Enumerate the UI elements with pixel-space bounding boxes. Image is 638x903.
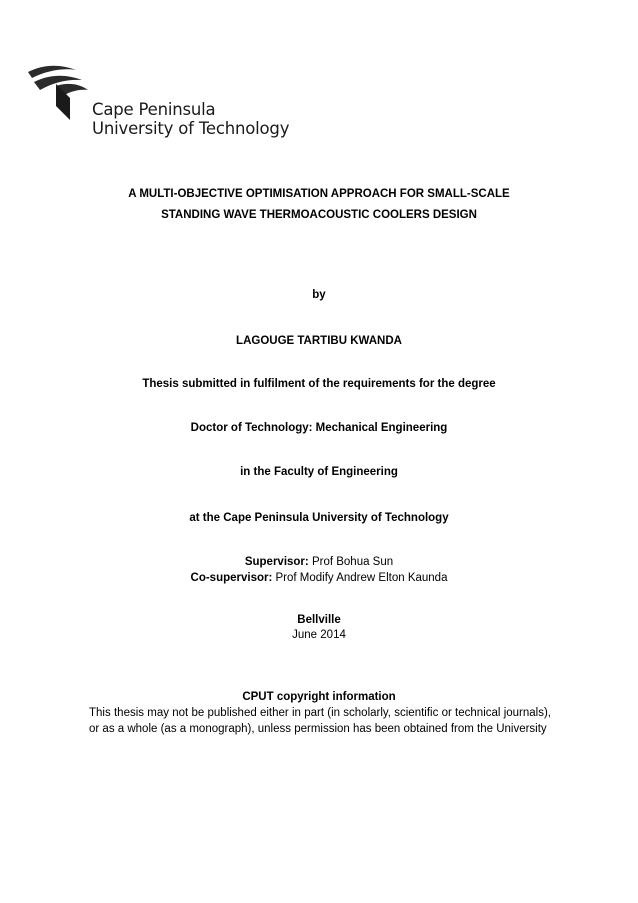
submission-date: June 2014 [292,629,346,641]
copyright-line-2: or as a whole (as a monograph), unless permission has been obtained from the University [89,723,547,735]
degree-name: Doctor of Technology: Mechanical Engineering [190,422,448,434]
supervisor-name: Prof Bohua Sun [308,556,394,568]
by-label: by [312,289,326,301]
author-name: LAGOUGE TARTIBU KWANDA [236,335,402,347]
copyright-line-1: This thesis may not be published either in part (in scholarly, scientific or technical journals), [89,707,551,719]
place: Bellville [297,614,341,626]
faculty-name: in the Faculty of Engineering [240,466,398,478]
institution-name: at the Cape Peninsula University of Technology [189,512,449,524]
university-logo [26,62,290,142]
thesis-title-line-2: STANDING WAVE THERMOACOUSTIC COOLERS DESIGN [161,209,477,221]
logo-text-line-1: Cape Peninsula [92,100,216,119]
co-supervisor-line [0,572,638,584]
thesis-statement: Thesis submitted in fulfilment of the requirements for the degree [142,378,496,390]
copyright-notice [89,705,551,737]
copyright-heading: CPUT copyright information [242,691,396,703]
thesis-title-line-1: A MULTI-OBJECTIVE OPTIMISATION APPROACH FOR SMALL-SCALE [128,188,510,200]
co-supervisor-label: Co-supervisor: [190,572,273,584]
co-supervisor-name: Prof Modify Andrew Elton Kaunda [272,572,448,584]
supervisor-label: Supervisor: [244,556,309,568]
supervisor-line [0,556,638,568]
logo-text-line-2: University of Technology [92,119,290,138]
cput-emblem-icon [26,62,92,124]
